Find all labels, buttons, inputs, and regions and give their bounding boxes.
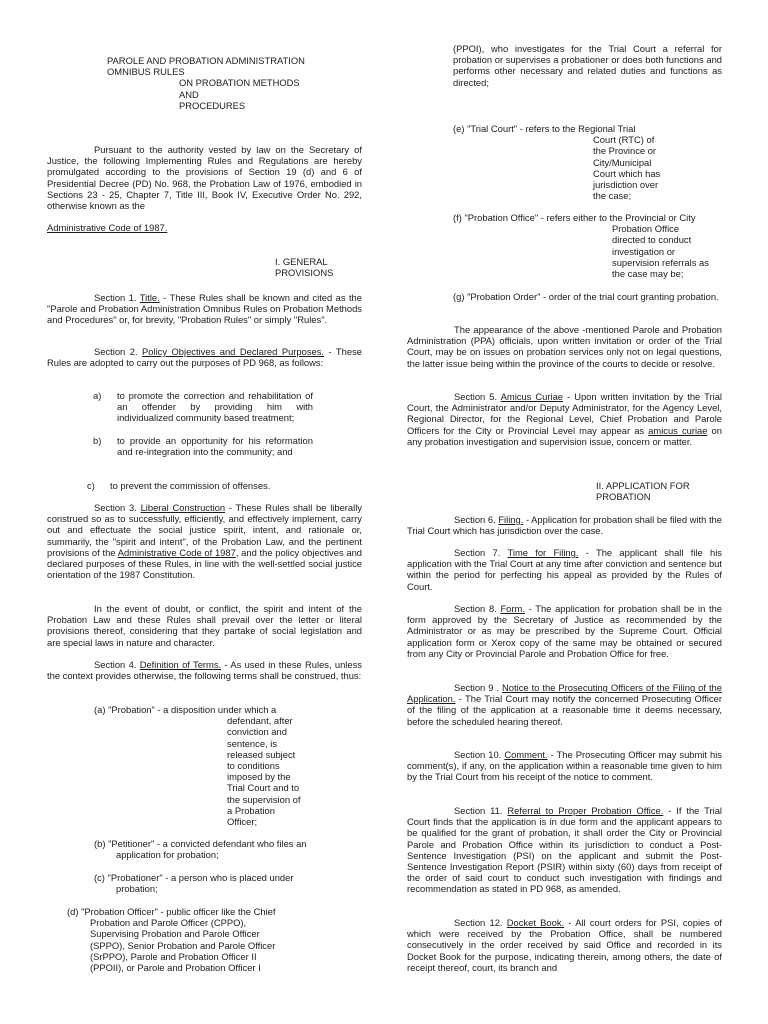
definition-trial-court: (e) "Trial Court" - refers to the Regional Trial Court (RTC) of the Province or City/Municipal Court which has jurisdiction over the case; bbox=[453, 123, 661, 202]
section-5: Section 5. Amicus Curiae - Upon written invitation by the Trial Court, the Administrator and/or Deputy Administrator, for the Agency Level, Regional Director, for the Regional Level, Chief Probation and Parole Officers for the City or Provincial Level may appear as amicus curiae on any probation investigation and supervision issue, concern or matter. bbox=[407, 391, 722, 447]
section-2-title: Policy Objectives and Declared Purposes. bbox=[142, 346, 325, 357]
definition-probation: (a) "Probation" - a disposition under which a defendant, after conviction and sentence, is released subject to conditions imposed by the Trial Court and to the supervision of a Probation Officer; bbox=[94, 704, 301, 828]
section-7: Section 7. Time for Filing. - The applicant shall file his application with the Trial Court at any time after conviction and sentence but within the period for perfecting his appeal as provided by the Rules of Court. bbox=[407, 547, 722, 592]
definition-probationer: (c) "Probationer" - a person who is placed under probation; bbox=[94, 872, 294, 895]
section-10: Section 10. Comment. - The Prosecuting Officer may submit his comment(s), if any, on the application within a reasonable time given to him by the Trial Court from his receipt of the notice to comment. bbox=[407, 749, 722, 783]
section-12: Section 12. Docket Book. - All court orders for PSI, copies of which were received by the Probation Office, shall be numbered consecutively in the order received by said Office and recorded in its Docket Book for the purpose, indicating therein, among others, the date of receipt thereof, court, its branch and bbox=[407, 917, 722, 973]
definition-probation-officer-continued: (PPOI), who investigates for the Trial Court a referral for probation or supervises a probationer or does both functions and performs other necessary and related duties and functions as directed; bbox=[453, 43, 722, 88]
section-3-title: Liberal Construction bbox=[140, 502, 226, 513]
intro-paragraph: Pursuant to the authority vested by law on the Secretary of Justice, the following Implementing Rules and Regulations are hereby promulgated according to the provisions of Section 19 (d) and 6 of Presidential Decree (PD) No. 968, the Probation Law of 1976, embodied in Sections 23 - 25, Chapter 7, Title III, Book IV, Executive Order No. 292, otherwise known as the bbox=[47, 144, 362, 212]
section-11: Section 11. Referral to Proper Probation Office. - If the Trial Court finds that the application is in due form and the applicant appears to be qualified for the grant of probation, it shall order the City or Provincial Parole and Probation Office within its jurisdiction to conduct a Post-Sentence Investigation (PSI) on the applicant and submit the Post-Sentence Investigation Report (PSIR) within sixty (60) days from receipt of the order of said court to conduct such investigation with findings and recommendation as stated in PD 968, as amended. bbox=[407, 805, 722, 895]
section-9-title: Notice to the Prosecuting Officers of the Filing of the Application. bbox=[407, 682, 722, 705]
section-7-title: Time for Filing. bbox=[507, 547, 579, 558]
section-2: Section 2. Policy Objectives and Declared Purposes. - These Rules are adopted to carry out the purposes of PD 968, as follows: bbox=[47, 346, 362, 369]
section-4-title: Definition of Terms. bbox=[139, 659, 222, 670]
section-3: Section 3. Liberal Construction - These Rules shall be liberally construed so as to successfully, efficiently, and effectively implement, carry out and effectuate the social justice spirit, intent, and rationale or, summarily, the "spirit and intent", of the Probation Law, and the pertinent provisions of the Administrative Code of 1987, and the policy objectives and declared purposes of these Rules, in line with the well-settled social justice orientation of the 1987 Constitution. bbox=[47, 502, 362, 581]
document-title bbox=[47, 55, 307, 111]
title-line-1: PAROLE AND PROBATION ADMINISTRATION bbox=[107, 55, 305, 66]
definition-probation-office: (f) "Probation Office" - refers either to the Provincial or City Probation Office directed to conduct investigation or supervision referrals as the case may be; bbox=[453, 212, 709, 280]
section-8: Section 8. Form. - The application for probation shall be in the form approved by the Secretary of Justice as recommended by the Administrator or as may be prescribed by the Supreme Court. Official application form or Xerox copy of the same may be obtained or secured from any City or Provincial Parole and Probation Office for free. bbox=[407, 603, 722, 659]
section-1: Section 1. Title. - These Rules shall be known and cited as the "Parole and Probation Administration Omnibus Rules on Probation Methods and Procedures" or, for brevity, "Probation Rules" or simply "Rules". bbox=[47, 292, 362, 326]
part-2-heading: II. APPLICATION FOR PROBATION bbox=[596, 480, 690, 503]
intro-code-line bbox=[47, 222, 167, 233]
definition-probation-officer: (d) "Probation Officer" - public officer like the Chief Probation and Parole Officer (CPPO), Supervising Probation and Parole Officer (SPPO), Senior Probation and Parole Officer (SrPPO), Parole and Probation Officer II (PPOII), or Parole and Probation Officer I bbox=[67, 906, 276, 974]
section-3-paragraph-2: In the event of doubt, or conflict, the spirit and intent of the Probation Law and these Rules shall prevail over the letter or literal provisions thereof, considering that they partake of social legislation and are special laws in nature and character. bbox=[47, 603, 362, 648]
section-9: Section 9 . Notice to the Prosecuting Officers of the Filing of the Application. - The Trial Court may notify the concerned Prosecuting Officer of the filing of the application at a reasonable time it deems necessary, before the scheduled hearing thereof. bbox=[407, 682, 722, 727]
administrative-code-link[interactable]: Administrative Code of 1987. bbox=[47, 222, 168, 233]
definition-petitioner: (b) "Petitioner" - a convicted defendant who files an application for probation; bbox=[94, 838, 307, 861]
section-4: Section 4. Definition of Terms. - As used in these Rules, unless the context provides otherwise, the following terms shall be construed, thus: bbox=[47, 659, 362, 682]
ppa-appearance-paragraph: The appearance of the above -mentioned Parole and Probation Administration (PPA) officials, upon written invitation or order of the Trial Court, may be on issues on probation services only not on legal questions, the latter issue being within the province of the courts to decide or resolve. bbox=[407, 324, 722, 369]
section-8-title: Form. bbox=[500, 603, 525, 614]
section-6: Section 6. Filing. - Application for probation shall be filed with the Trial Court which has jurisdiction over the case. bbox=[407, 514, 722, 537]
section-11-title: Referral to Proper Probation Office. bbox=[507, 805, 664, 816]
amicus-curiae-term: amicus curiae bbox=[648, 424, 708, 436]
section-10-title: Comment. bbox=[504, 749, 548, 760]
title-line-3: ON PROBATION METHODS AND bbox=[179, 77, 300, 100]
section-5-title: Amicus Curiae bbox=[500, 391, 564, 402]
administrative-code-link[interactable]: Administrative Code of 1987 bbox=[117, 546, 236, 558]
section-1-title: Title. bbox=[139, 292, 160, 303]
section-12-title: Docket Book. bbox=[506, 917, 565, 928]
title-line-2: OMNIBUS RULES bbox=[107, 66, 185, 78]
definition-probation-order: (g) "Probation Order" - order of the trial court granting probation. bbox=[453, 291, 719, 302]
title-line-4: PROCEDURES bbox=[179, 99, 246, 111]
section-6-title: Filing. bbox=[498, 514, 524, 525]
part-1-heading: I. GENERAL PROVISIONS bbox=[275, 256, 334, 279]
